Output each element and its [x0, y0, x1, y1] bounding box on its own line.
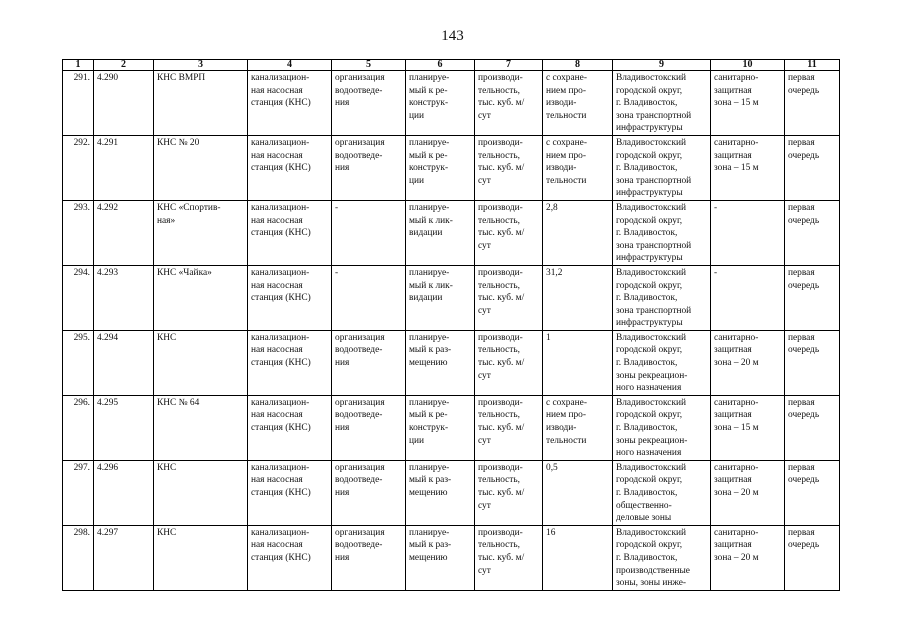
column-header: 2 [94, 60, 154, 71]
header-row [63, 60, 840, 71]
value-cell: 16 [543, 525, 613, 590]
facility-type-cell: канализацион- ная насосная станция (КНС) [248, 71, 332, 136]
table-row [63, 135, 840, 200]
status-cell: планируе- мый к раз- мещению [406, 330, 475, 395]
registry-id-cell: 4.296 [94, 460, 154, 525]
table-row [63, 330, 840, 395]
page-number: 143 [441, 28, 464, 44]
phase-cell: первая очередь [785, 135, 840, 200]
table-row [63, 460, 840, 525]
row-number-cell: 296. [63, 395, 94, 460]
facility-name-cell: КНС № 64 [154, 395, 248, 460]
registry-id-cell: 4.292 [94, 200, 154, 265]
characteristic-cell: производи- тельность, тыс. куб. м/ сут [475, 460, 543, 525]
table-row [63, 525, 840, 590]
column-header: 7 [475, 60, 543, 71]
status-cell: планируе- мый к лик- видации [406, 265, 475, 330]
table-row [63, 71, 840, 136]
facility-name-cell: КНС «Чайка» [154, 265, 248, 330]
value-cell: с сохране- нием про- изводи- тельности [543, 135, 613, 200]
facility-type-cell: канализацион- ная насосная станция (КНС) [248, 135, 332, 200]
protection-zone-cell: - [711, 265, 785, 330]
location-cell: Владивостокский городской округ, г. Владивосток, производственные зоны, зоны инже- [613, 525, 711, 590]
purpose-cell: организация водоотведе- ния [332, 525, 406, 590]
value-cell: 1 [543, 330, 613, 395]
row-number-cell: 293. [63, 200, 94, 265]
registry-id-cell: 4.294 [94, 330, 154, 395]
row-number-cell: 297. [63, 460, 94, 525]
value-cell: с сохране- нием про- изводи- тельности [543, 71, 613, 136]
purpose-cell: - [332, 265, 406, 330]
facility-name-cell: КНС [154, 460, 248, 525]
row-number-cell: 298. [63, 525, 94, 590]
registry-id-cell: 4.290 [94, 71, 154, 136]
characteristic-cell: производи- тельность, тыс. куб. м/ сут [475, 135, 543, 200]
characteristic-cell: производи- тельность, тыс. куб. м/ сут [475, 330, 543, 395]
purpose-cell: организация водоотведе- ния [332, 330, 406, 395]
value-cell: 0,5 [543, 460, 613, 525]
column-header: 6 [406, 60, 475, 71]
protection-zone-cell: санитарно- защитная зона – 15 м [711, 71, 785, 136]
location-cell: Владивостокский городской округ, г. Владивосток, зоны рекреацион- ного назначения [613, 395, 711, 460]
purpose-cell: организация водоотведе- ния [332, 135, 406, 200]
row-number-cell: 292. [63, 135, 94, 200]
location-cell: Владивостокский городской округ, г. Владивосток, зона транспортной инфраструктуры [613, 265, 711, 330]
phase-cell: первая очередь [785, 200, 840, 265]
location-cell: Владивостокский городской округ, г. Владивосток, зоны рекреацион- ного назначения [613, 330, 711, 395]
characteristic-cell: производи- тельность, тыс. куб. м/ сут [475, 265, 543, 330]
location-cell: Владивостокский городской округ, г. Владивосток, зона транспортной инфраструктуры [613, 200, 711, 265]
status-cell: планируе- мый к раз- мещению [406, 460, 475, 525]
purpose-cell: организация водоотведе- ния [332, 395, 406, 460]
facility-type-cell: канализацион- ная насосная станция (КНС) [248, 265, 332, 330]
phase-cell: первая очередь [785, 71, 840, 136]
facility-name-cell: КНС [154, 330, 248, 395]
facility-name-cell: КНС [154, 525, 248, 590]
purpose-cell: - [332, 200, 406, 265]
registry-id-cell: 4.295 [94, 395, 154, 460]
location-cell: Владивостокский городской округ, г. Владивосток, зона транспортной инфраструктуры [613, 71, 711, 136]
status-cell: планируе- мый к лик- видации [406, 200, 475, 265]
registry-id-cell: 4.293 [94, 265, 154, 330]
facility-type-cell: канализацион- ная насосная станция (КНС) [248, 395, 332, 460]
column-header: 1 [63, 60, 94, 71]
phase-cell: первая очередь [785, 330, 840, 395]
phase-cell: первая очередь [785, 525, 840, 590]
table-row [63, 395, 840, 460]
status-cell: планируе- мый к ре- конструк- ции [406, 71, 475, 136]
value-cell: с сохране- нием про- изводи- тельности [543, 395, 613, 460]
characteristic-cell: производи- тельность, тыс. куб. м/ сут [475, 395, 543, 460]
facility-type-cell: канализацион- ная насосная станция (КНС) [248, 460, 332, 525]
row-number-cell: 295. [63, 330, 94, 395]
purpose-cell: организация водоотведе- ния [332, 460, 406, 525]
purpose-cell: организация водоотведе- ния [332, 71, 406, 136]
location-cell: Владивостокский городской округ, г. Владивосток, общественно- деловые зоны [613, 460, 711, 525]
facilities-table [62, 59, 840, 591]
value-cell: 31,2 [543, 265, 613, 330]
protection-zone-cell: санитарно- защитная зона – 20 м [711, 330, 785, 395]
status-cell: планируе- мый к раз- мещению [406, 525, 475, 590]
phase-cell: первая очередь [785, 395, 840, 460]
column-header: 10 [711, 60, 785, 71]
column-header: 5 [332, 60, 406, 71]
table-row [63, 265, 840, 330]
phase-cell: первая очередь [785, 265, 840, 330]
table-row [63, 200, 840, 265]
status-cell: планируе- мый к ре- конструк- ции [406, 395, 475, 460]
registry-id-cell: 4.297 [94, 525, 154, 590]
protection-zone-cell: санитарно- защитная зона – 20 м [711, 460, 785, 525]
protection-zone-cell: санитарно- защитная зона – 20 м [711, 525, 785, 590]
row-number-cell: 294. [63, 265, 94, 330]
facility-type-cell: канализацион- ная насосная станция (КНС) [248, 525, 332, 590]
protection-zone-cell: санитарно- защитная зона – 15 м [711, 395, 785, 460]
facility-type-cell: канализацион- ная насосная станция (КНС) [248, 200, 332, 265]
protection-zone-cell: санитарно- защитная зона – 15 м [711, 135, 785, 200]
registry-id-cell: 4.291 [94, 135, 154, 200]
facility-type-cell: канализацион- ная насосная станция (КНС) [248, 330, 332, 395]
characteristic-cell: производи- тельность, тыс. куб. м/ сут [475, 71, 543, 136]
status-cell: планируе- мый к ре- конструк- ции [406, 135, 475, 200]
value-cell: 2,8 [543, 200, 613, 265]
column-header: 9 [613, 60, 711, 71]
column-header: 4 [248, 60, 332, 71]
facility-name-cell: КНС ВМРП [154, 71, 248, 136]
phase-cell: первая очередь [785, 460, 840, 525]
column-header: 11 [785, 60, 840, 71]
characteristic-cell: производи- тельность, тыс. куб. м/ сут [475, 200, 543, 265]
protection-zone-cell: - [711, 200, 785, 265]
characteristic-cell: производи- тельность, тыс. куб. м/ сут [475, 525, 543, 590]
column-header: 3 [154, 60, 248, 71]
location-cell: Владивостокский городской округ, г. Владивосток, зона транспортной инфраструктуры [613, 135, 711, 200]
facility-name-cell: КНС № 20 [154, 135, 248, 200]
facility-name-cell: КНС «Спортив- ная» [154, 200, 248, 265]
row-number-cell: 291. [63, 71, 94, 136]
column-header: 8 [543, 60, 613, 71]
